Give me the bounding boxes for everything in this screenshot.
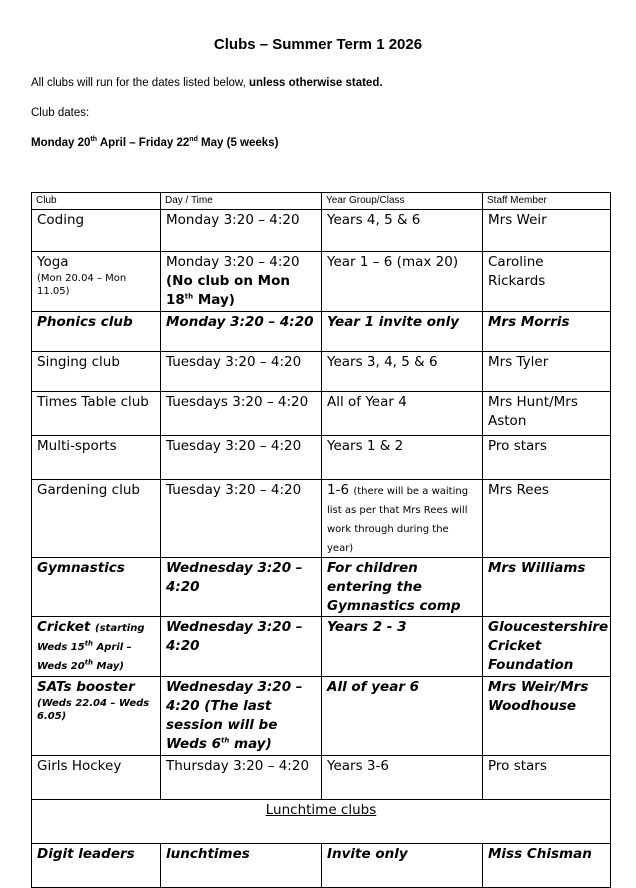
dates-end-day: April – Friday 22 (97, 137, 190, 149)
club-dates (31, 137, 278, 149)
cell-time: Wednesday 3:20 – 4:20 (161, 617, 322, 677)
section-title-lunchtime: Lunchtime clubs (32, 800, 611, 844)
year-note: (there will be a waiting list as per that Mrs Rees will work through during the year) (327, 486, 469, 554)
cell-staff: Mrs Hunt/Mrs Aston (483, 392, 611, 436)
cell-club: Coding (32, 210, 161, 252)
cell-year: Years 3-6 (322, 756, 483, 800)
club-name: Yoga (37, 254, 69, 270)
section-row (32, 800, 611, 844)
table-row (32, 392, 611, 436)
time-note-a: (No club on Mon 18 (166, 273, 290, 308)
time-note (166, 273, 290, 308)
cell-club: Gymnastics (32, 558, 161, 617)
cell-staff: Mrs Weir/Mrs Woodhouse (483, 677, 611, 756)
time-sup: th (220, 736, 230, 745)
year-text: 1-6 (327, 482, 350, 498)
cell-year: All of year 6 (322, 677, 483, 756)
cell-staff: Mrs Williams (483, 558, 611, 617)
cell-year: Years 4, 5 & 6 (322, 210, 483, 252)
intro-plain: All clubs will run for the dates listed below, (31, 77, 249, 89)
club-note-b: April – Weds 20 (37, 642, 132, 672)
table-row (32, 252, 611, 312)
club-name: SATs booster (37, 679, 135, 695)
cell-year: Year 1 invite only (322, 312, 483, 352)
cell-club: Times Table club (32, 392, 161, 436)
time-text-b: may) (229, 736, 272, 752)
cell-year: Years 3, 4, 5 & 6 (322, 352, 483, 392)
cell-year: All of Year 4 (322, 392, 483, 436)
cell-staff: Pro stars (483, 436, 611, 480)
table-row (32, 480, 611, 558)
cell-time: Tuesday 3:20 – 4:20 (161, 436, 322, 480)
cell-club: Phonics club (32, 312, 161, 352)
table-row (32, 210, 611, 252)
table-row (32, 844, 611, 888)
cell-time: Wednesday 3:20 – 4:20 (161, 558, 322, 617)
cell-club (32, 617, 161, 677)
cell-staff: Pro stars (483, 756, 611, 800)
cell-time: lunchtimes (161, 844, 322, 888)
table-row (32, 312, 611, 352)
cell-time: Tuesday 3:20 – 4:20 (161, 352, 322, 392)
cell-time: Monday 3:20 – 4:20 (161, 210, 322, 252)
cell-club: Multi-sports (32, 436, 161, 480)
table-row (32, 677, 611, 756)
time-note-sup: th (184, 292, 194, 301)
cell-year: Year 1 – 6 (max 20) (322, 252, 483, 312)
cell-staff: Mrs Morris (483, 312, 611, 352)
cell-club: Girls Hockey (32, 756, 161, 800)
cell-time: Thursday 3:20 – 4:20 (161, 756, 322, 800)
cell-staff: Caroline Rickards (483, 252, 611, 312)
cell-staff: Mrs Tyler (483, 352, 611, 392)
cell-club: Digit leaders (32, 844, 161, 888)
table-row (32, 558, 611, 617)
header-staff: Staff Member (483, 193, 611, 210)
cell-staff: Mrs Rees (483, 480, 611, 558)
header-day-time: Day / Time (161, 193, 322, 210)
cell-staff: Gloucestershire Cricket Foundation (483, 617, 611, 677)
cell-club (32, 252, 161, 312)
cell-time (161, 677, 322, 756)
club-note-a: (starting Weds 15 (37, 623, 145, 653)
table-row (32, 617, 611, 677)
club-note: (Weds 22.04 – Weds 6.05) (37, 698, 150, 722)
club-note: (Mon 20.04 – Mon 11.05) (37, 273, 127, 297)
intro-text (31, 77, 383, 89)
cell-time (161, 252, 322, 312)
dates-end-suffix: nd (189, 136, 198, 144)
cell-club: Singing club (32, 352, 161, 392)
time-text: Wednesday 3:20 – 4:20 (The last session will be Weds 6 (166, 679, 303, 752)
cell-staff: Miss Chisman (483, 844, 611, 888)
cell-club: Gardening club (32, 480, 161, 558)
club-note-sup1: th (84, 639, 94, 648)
time-text: Monday 3:20 – 4:20 (166, 254, 300, 270)
cell-club (32, 677, 161, 756)
cell-year: Years 1 & 2 (322, 436, 483, 480)
cell-year: Invite only (322, 844, 483, 888)
cell-time: Tuesdays 3:20 – 4:20 (161, 392, 322, 436)
cell-year: Years 2 - 3 (322, 617, 483, 677)
header-club: Club (32, 193, 161, 210)
club-name: Cricket (37, 619, 91, 635)
header-year-group: Year Group/Class (322, 193, 483, 210)
table-header-row (32, 193, 611, 210)
cell-time: Monday 3:20 – 4:20 (161, 312, 322, 352)
cell-staff: Mrs Weir (483, 210, 611, 252)
cell-year: For children entering the Gymnastics comp (322, 558, 483, 617)
dates-start-day: Monday 20 (31, 137, 91, 149)
club-note-c: May) (93, 661, 124, 672)
club-note-sup2: th (84, 658, 94, 667)
dates-duration: May (5 weeks) (197, 137, 279, 149)
cell-time: Tuesday 3:20 – 4:20 (161, 480, 322, 558)
intro-bold: unless otherwise stated. (248, 77, 383, 89)
dates-start-suffix: th (90, 136, 98, 144)
table-row (32, 436, 611, 480)
document-title: Clubs – Summer Term 1 2026 (213, 36, 423, 53)
club-dates-label: Club dates: (31, 107, 90, 119)
table-row (32, 756, 611, 800)
clubs-table (31, 192, 611, 888)
table-row (32, 352, 611, 392)
cell-year (322, 480, 483, 558)
time-note-b: May) (193, 292, 235, 308)
